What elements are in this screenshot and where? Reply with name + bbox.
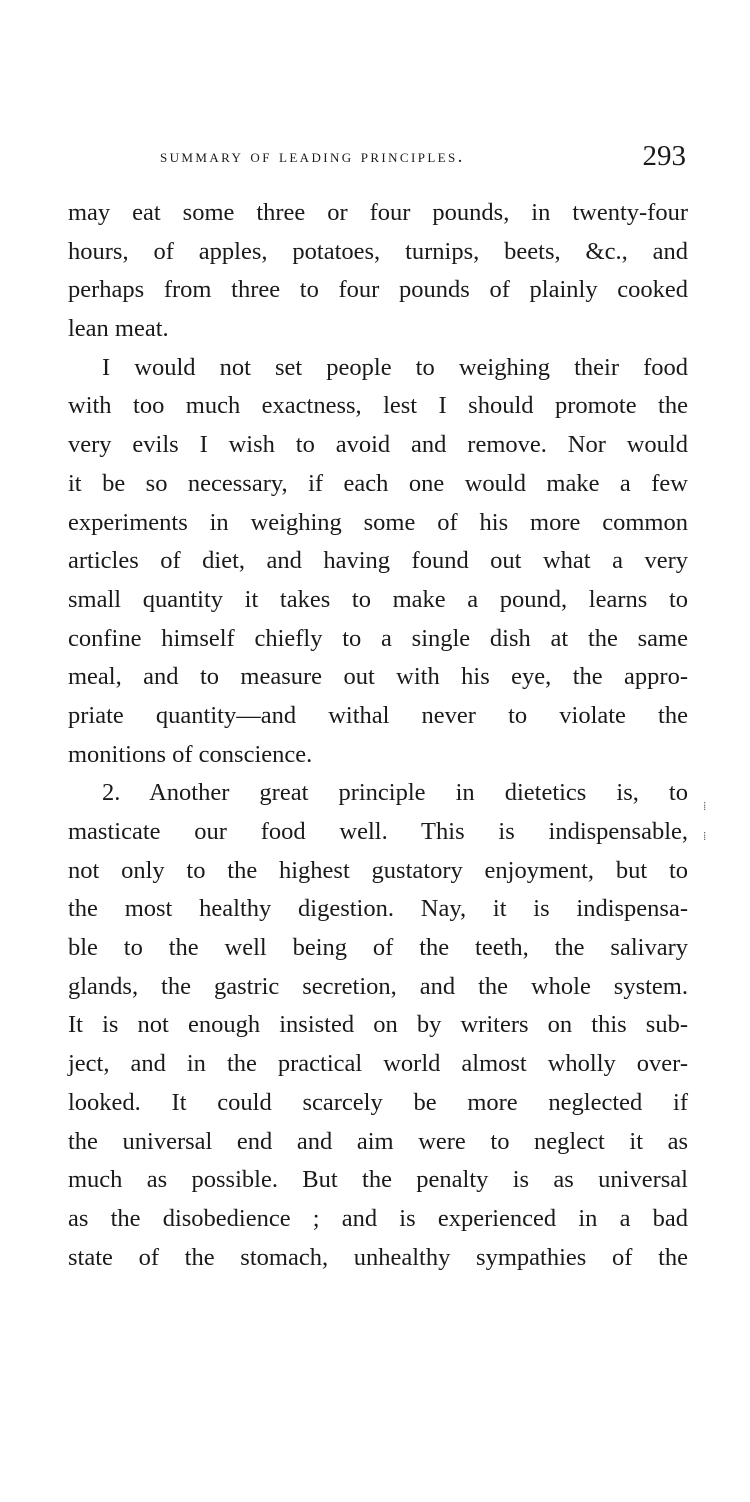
text-body xyxy=(68,194,688,1277)
text-line: lean meat. xyxy=(68,315,169,343)
text-line: ject, and in the practical world almost wholly over- xyxy=(68,1050,688,1078)
text-line: meal, and to measure out with his eye, the appro- xyxy=(68,663,688,691)
text-line: 2. Another great principle in dietetics is, to xyxy=(102,779,688,807)
text-line: it be so necessary, if each one would make a few xyxy=(68,469,688,497)
text-line: experiments in weighing some of his more common xyxy=(68,508,688,536)
paragraph-2 xyxy=(68,349,688,775)
running-title: summary of leading principles. xyxy=(160,146,465,167)
text-line: perhaps from three to four pounds of plainly cooked xyxy=(68,276,688,304)
text-line: hours, of apples, potatoes, turnips, beets, &c., and xyxy=(68,237,688,265)
text-line: It is not enough insisted on by writers on this sub- xyxy=(68,1011,688,1039)
text-line: much as possible. But the penalty is as universal xyxy=(68,1166,688,1194)
text-line: I would not set people to weighing their food xyxy=(102,353,688,381)
text-line: very evils I wish to avoid and remove. Nor would xyxy=(68,431,688,459)
text-line: state of the stomach, unhealthy sympathies of the xyxy=(68,1243,688,1271)
text-line: articles of diet, and having found out what a very xyxy=(68,547,688,575)
text-line: glands, the gastric secretion, and the whole system. xyxy=(68,972,688,1000)
text-line: the most healthy digestion. Nay, it is indispensa- xyxy=(68,895,688,923)
text-line: the universal end and aim were to neglect it as xyxy=(68,1127,688,1155)
text-line: may eat some three or four pounds, in twenty-four xyxy=(68,199,688,226)
text-line: masticate our food well. This is indispensable, xyxy=(68,818,688,845)
paragraph-3 xyxy=(68,774,688,1277)
text-line: priate quantity—and withal never to violate the xyxy=(68,701,688,729)
text-line: small quantity it takes to make a pound, learns to xyxy=(68,585,688,613)
text-line: not only to the highest gustatory enjoyment, but to xyxy=(68,856,688,884)
text-line: ble to the well being of the teeth, the salivary xyxy=(68,934,688,962)
text-line: with too much exactness, lest I should promote the xyxy=(68,392,688,420)
text-line: looked. It could scarcely be more neglected if xyxy=(68,1088,688,1116)
running-head xyxy=(160,140,690,180)
text-line: as the disobedience ; and is experienced in a bad xyxy=(68,1204,688,1232)
text-line: confine himself chiefly to a single dish at the same xyxy=(68,624,688,652)
page-number: 293 xyxy=(642,140,686,172)
margin-speck: ⁞ xyxy=(703,799,707,813)
paragraph-1 xyxy=(68,194,688,349)
margin-speck: ⁞ xyxy=(703,829,707,843)
text-line: monitions of conscience. xyxy=(68,740,313,768)
